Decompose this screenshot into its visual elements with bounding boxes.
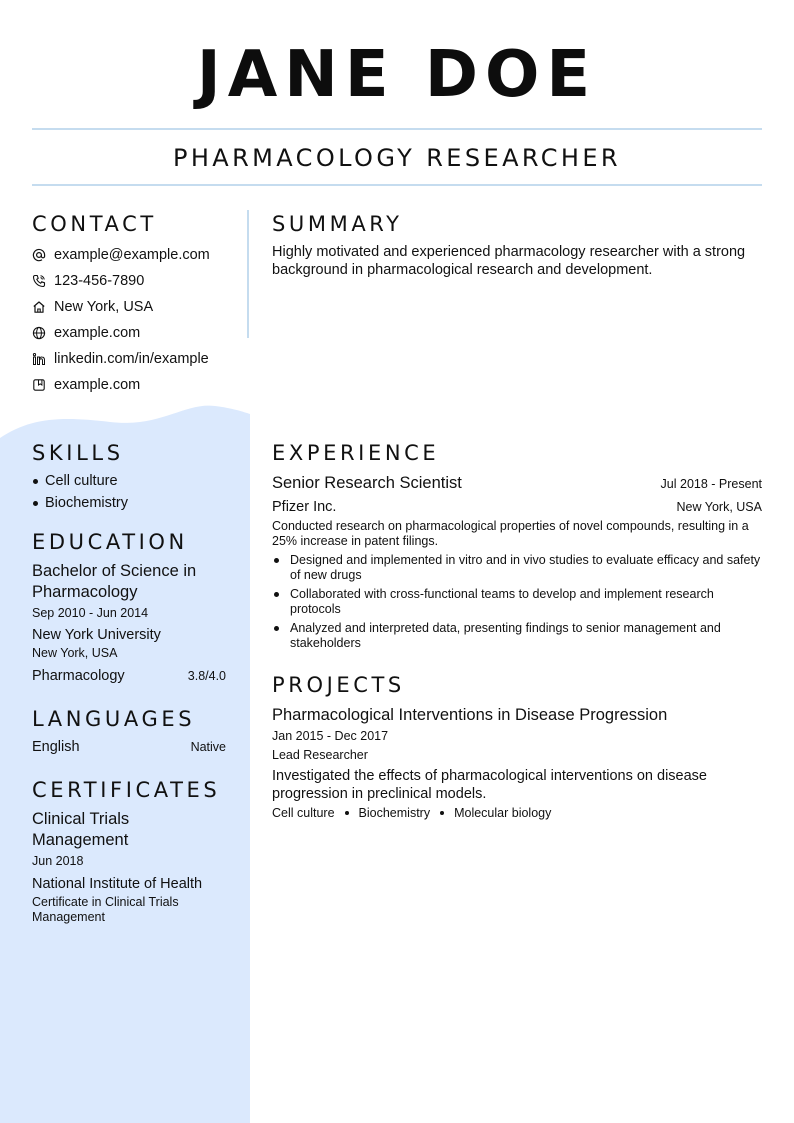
job-title: PHARMACOLOGY RESEARCHER bbox=[172, 144, 622, 172]
certificate-issuer: National Institute of Health bbox=[32, 876, 203, 892]
contact-location-text: New York, USA bbox=[54, 299, 154, 315]
project-entry bbox=[272, 704, 762, 821]
education-entry bbox=[32, 561, 226, 686]
skill-text: Biochemistry bbox=[45, 495, 128, 511]
certificate-date: Jun 2018 bbox=[32, 854, 84, 868]
language-level: Native bbox=[190, 740, 226, 754]
language-name: English bbox=[32, 739, 80, 755]
project-tags bbox=[272, 805, 762, 821]
skill-item bbox=[32, 470, 226, 492]
education-location: New York, USA bbox=[32, 646, 118, 660]
experience-title: Senior Research Scientist bbox=[272, 474, 462, 492]
contact-portfolio-text: example.com bbox=[54, 377, 141, 393]
contact-list bbox=[32, 242, 242, 398]
contact-portfolio[interactable] bbox=[32, 372, 242, 398]
education-degree: Bachelor of Science in Pharmacology bbox=[32, 562, 197, 601]
contact-heading: CONTACT bbox=[32, 212, 157, 236]
experience-bullet bbox=[272, 621, 762, 651]
experience-bullet-text: Designed and implemented in vitro and in vivo studies to evaluate efficacy and safety of new drugs bbox=[290, 553, 761, 582]
education-gpa: 3.8/4.0 bbox=[187, 669, 226, 683]
certificate-title: Clinical Trials Management bbox=[32, 810, 130, 849]
contact-email[interactable] bbox=[32, 242, 242, 268]
header-bottom-rule bbox=[32, 184, 762, 186]
experience-company-row bbox=[272, 497, 762, 517]
project-dates: Jan 2015 - Dec 2017 bbox=[272, 729, 389, 743]
experience-location: New York, USA bbox=[676, 500, 762, 514]
bullet-dot bbox=[274, 626, 279, 631]
linkedin-icon bbox=[32, 352, 46, 366]
bullet-dot bbox=[33, 501, 38, 506]
column-divider bbox=[247, 210, 249, 338]
languages-heading: LANGUAGES bbox=[32, 707, 196, 731]
experience-bullet-text: Collaborated with cross-functional teams to develop and implement research protocols bbox=[290, 587, 714, 616]
tag-separator-dot bbox=[440, 811, 444, 815]
certificates-heading: CERTIFICATES bbox=[32, 778, 221, 802]
summary-heading: SUMMARY bbox=[272, 212, 403, 236]
experience-bullet bbox=[272, 553, 762, 583]
contact-phone-text: 123-456-7890 bbox=[54, 273, 145, 289]
project-tag: Cell culture bbox=[272, 806, 335, 820]
education-dates: Sep 2010 - Jun 2014 bbox=[32, 606, 149, 620]
certificate-description: Certificate in Clinical Trials Management bbox=[32, 895, 179, 924]
skill-item bbox=[32, 492, 226, 514]
contact-phone[interactable] bbox=[32, 268, 242, 294]
header-top-rule bbox=[32, 128, 762, 130]
certificate-entry bbox=[32, 809, 226, 925]
tag-separator-dot bbox=[345, 811, 349, 815]
bullet-dot bbox=[274, 592, 279, 597]
experience-description: Conducted research on pharmacological properties of novel compounds, resulting in a 25% increase in patent filings. bbox=[272, 519, 749, 548]
education-heading: EDUCATION bbox=[32, 530, 188, 554]
project-tag: Biochemistry bbox=[358, 806, 431, 820]
contact-website-text: example.com bbox=[54, 325, 141, 341]
language-row bbox=[32, 737, 226, 757]
contact-linkedin[interactable] bbox=[32, 346, 242, 372]
education-field-row bbox=[32, 666, 226, 686]
contact-website[interactable] bbox=[32, 320, 242, 346]
contact-email-text: example@example.com bbox=[54, 247, 210, 263]
globe-icon bbox=[32, 326, 46, 340]
projects-heading: PROJECTS bbox=[272, 673, 405, 697]
at-icon bbox=[32, 248, 46, 262]
bullet-dot bbox=[33, 479, 38, 484]
skills-heading: SKILLS bbox=[32, 441, 124, 465]
experience-company: Pfizer Inc. bbox=[272, 499, 337, 515]
summary-text: Highly motivated and experienced pharmacology researcher with a strong background in pharmacological research and development. bbox=[272, 244, 746, 278]
experience-heading: EXPERIENCE bbox=[272, 441, 440, 465]
experience-dates: Jul 2018 - Present bbox=[660, 477, 762, 491]
languages-list bbox=[32, 737, 226, 757]
experience-bullets bbox=[272, 553, 762, 651]
phone-icon bbox=[32, 274, 46, 288]
skills-list bbox=[32, 470, 226, 514]
skill-text: Cell culture bbox=[45, 473, 118, 489]
project-description: Investigated the effects of pharmacological interventions on disease progression in preclinical models. bbox=[272, 768, 707, 802]
bullet-dot bbox=[274, 558, 279, 563]
home-icon bbox=[32, 300, 46, 314]
experience-title-row bbox=[272, 472, 762, 494]
experience-entry bbox=[272, 472, 762, 651]
contact-linkedin-text: linkedin.com/in/example bbox=[54, 351, 209, 367]
project-tag: Molecular biology bbox=[454, 806, 552, 820]
summary-section bbox=[272, 243, 762, 279]
experience-bullet bbox=[272, 587, 762, 617]
education-school: New York University bbox=[32, 627, 161, 643]
project-title: Pharmacological Interventions in Disease Progression bbox=[272, 706, 668, 724]
bookmark-icon bbox=[32, 378, 46, 392]
candidate-name: JANE DOE bbox=[196, 38, 598, 112]
contact-location bbox=[32, 294, 242, 320]
experience-bullet-text: Analyzed and interpreted data, presenting findings to senior management and stakeholders bbox=[290, 621, 721, 650]
education-field: Pharmacology bbox=[32, 668, 125, 684]
project-role: Lead Researcher bbox=[272, 748, 368, 762]
